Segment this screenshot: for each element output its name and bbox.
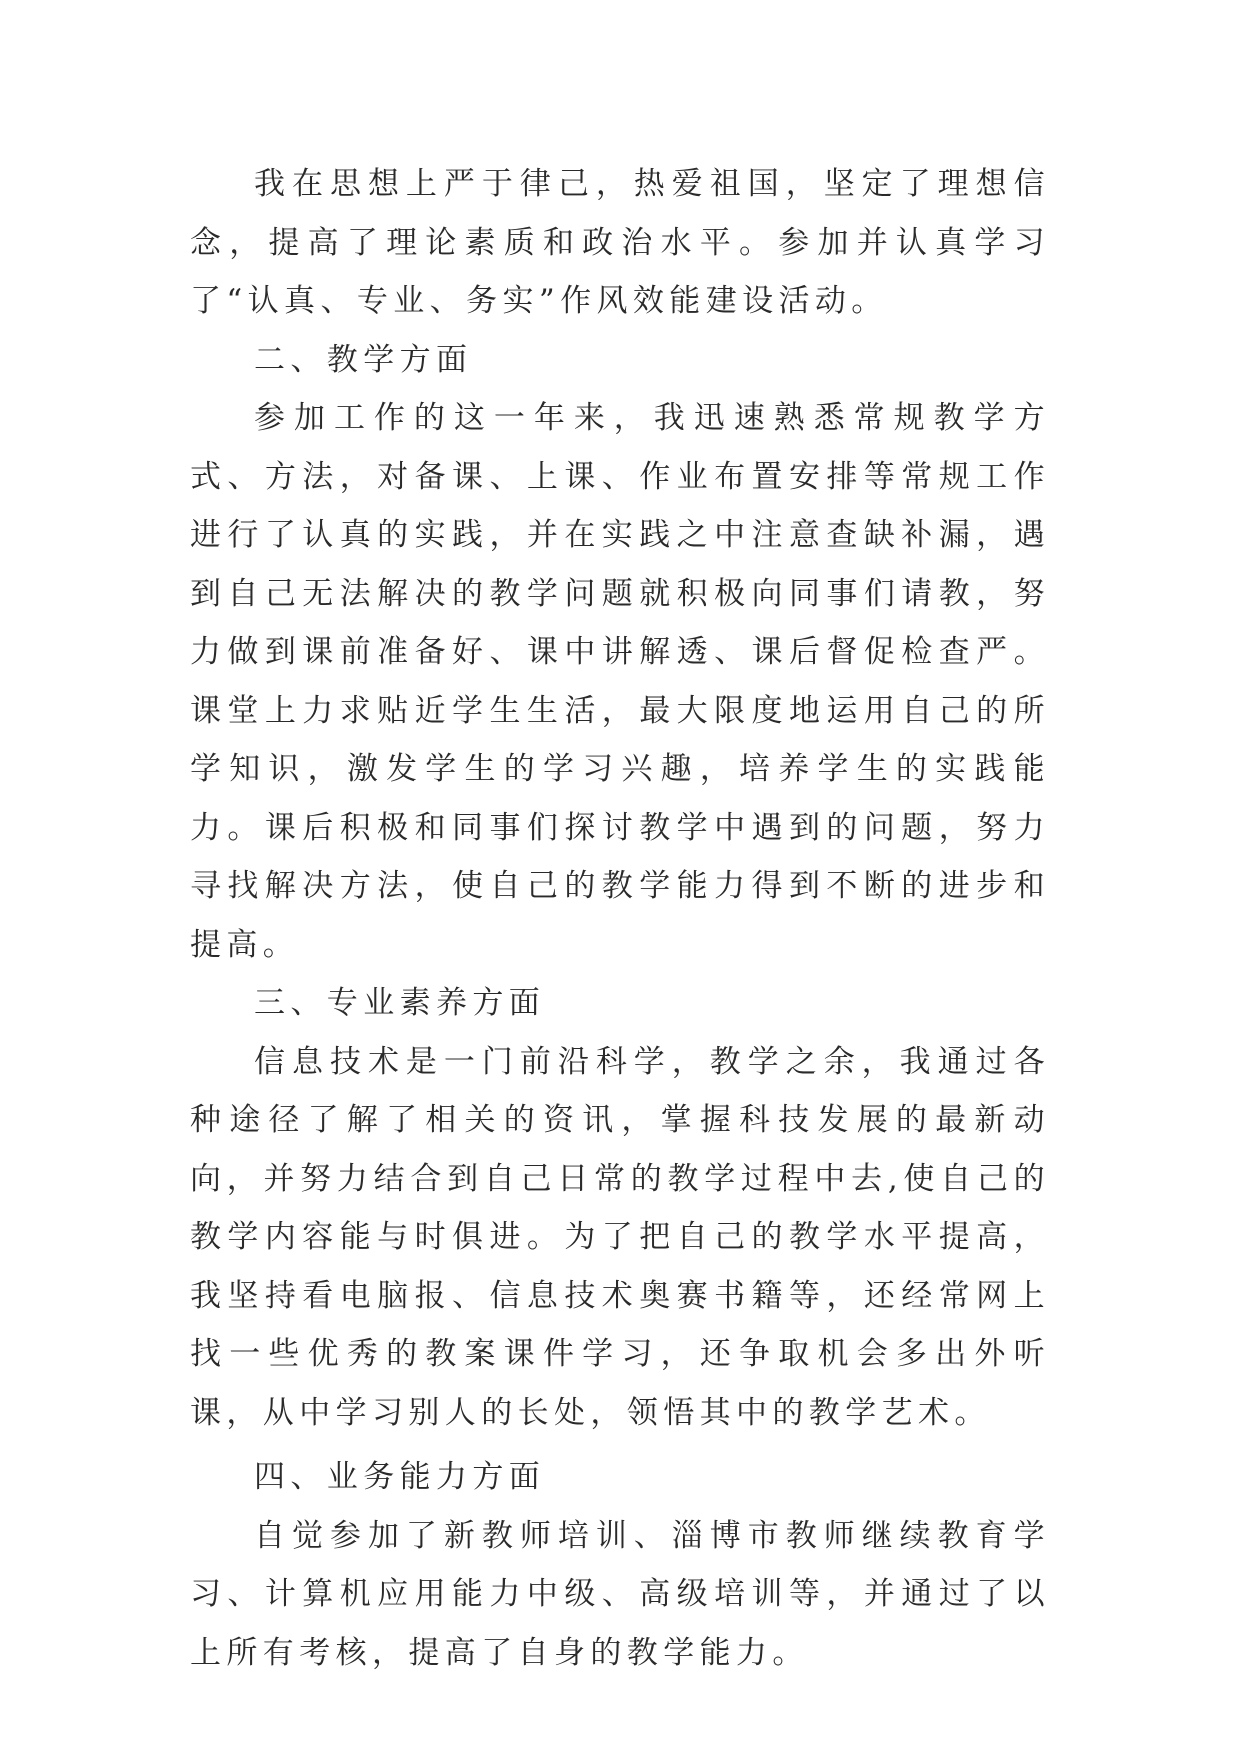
document-body bbox=[190, 155, 1050, 1682]
paragraph-professional-literacy: 信息技术是一门前沿科学，教学之余，我通过各种途径了解了相关的资讯，掌握科技发展的最新动向，并努力结合到自己日常的教学过程中去,使自己的教学内容能与时俱进。为了把自己的教学水平提高，我坚持看电脑报、信息技术奥赛书籍等，还经常网上找一些优秀的教案课件学习，还争取机会多出外听课，从中学习别人的长处，领悟其中的教学艺术。 bbox=[190, 1043, 1050, 1431]
paragraph-teaching: 参加工作的这一年来，我迅速熟悉常规教学方式、方法，对备课、上课、作业布置安排等常规工作进行了认真的实践，并在实践之中注意查缺补漏，遇到自己无法解决的教学问题就积极向同事们请教，努力做到课前准备好、课中讲解透、课后督促检查严。课堂上力求贴近学生生活，最大限度地运用自己的所学知识，激发学生的学习兴趣，培养学生的实践能力。课后积极和同事们探讨教学中遇到的问题，努力寻找解决方法，使自己的教学能力得到不断的进步和提高。 bbox=[190, 400, 1050, 963]
heading-teaching: 二、教学方面 bbox=[254, 341, 473, 378]
heading-business-ability: 四、业务能力方面 bbox=[254, 1459, 546, 1495]
paragraph-business-ability: 自觉参加了新教师培训、淄博市教师继续教育学习、计算机应用能力中级、高级培训等，并通过了以上所有考核，提高了自身的教学能力。 bbox=[190, 1517, 1050, 1671]
paragraph-ideology: 我在思想上严于律己，热爱祖国，坚定了理想信念，提高了理论素质和政治水平。参加并认真学习了“认真、专业、务实”作风效能建设活动。 bbox=[190, 166, 1050, 319]
heading-professional-literacy: 三、专业素养方面 bbox=[254, 985, 546, 1021]
